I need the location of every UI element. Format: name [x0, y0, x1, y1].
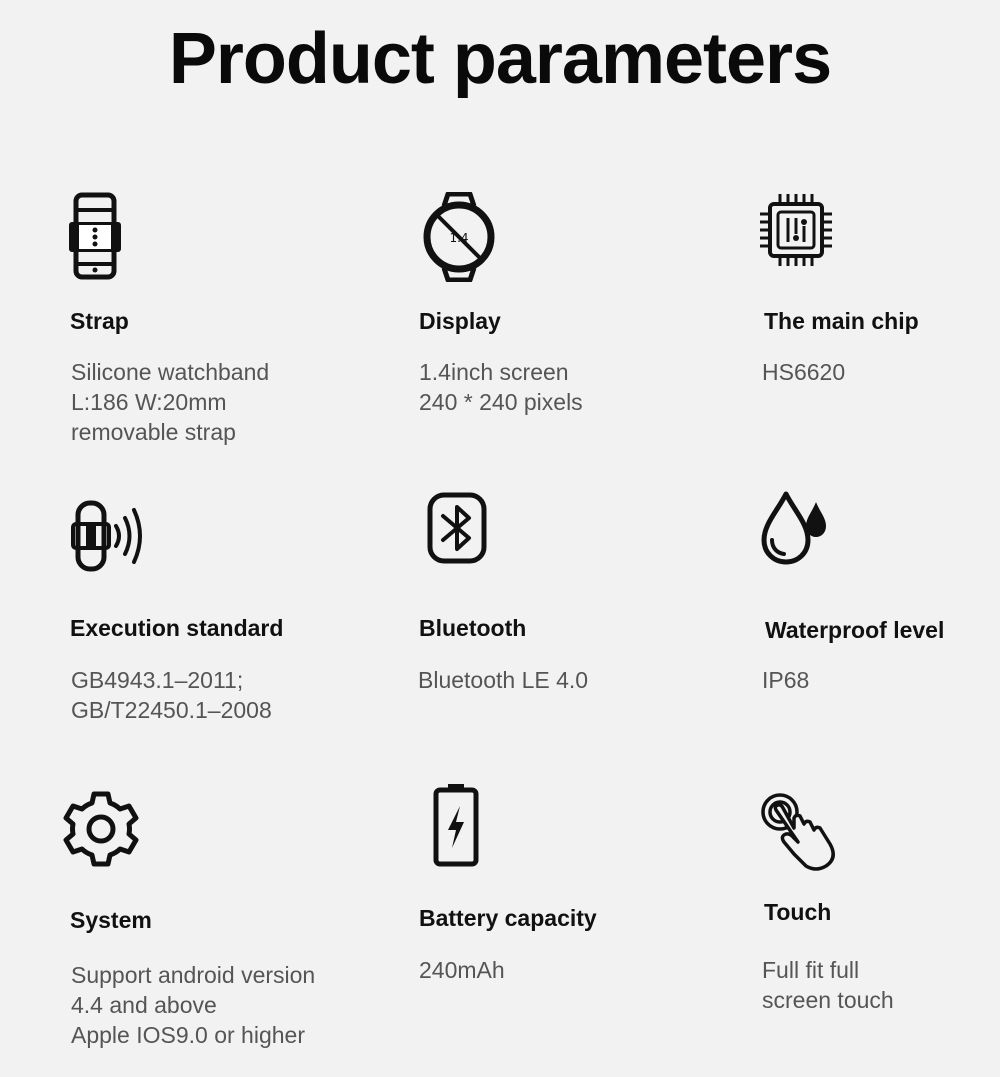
display-size-text: 1.4: [449, 231, 469, 245]
main-chip-desc-line: HS6620: [762, 359, 846, 385]
system-desc-line: Apple IOS9.0 or higher: [71, 1022, 305, 1048]
touch-desc-line: screen touch: [762, 987, 894, 1013]
strap-desc-line: removable strap: [71, 419, 236, 445]
watch-strap-icon: [66, 192, 124, 280]
execution-standard-desc-line: GB/T22450.1–2008: [71, 697, 272, 723]
system-desc-line: 4.4 and above: [71, 992, 217, 1018]
water-drop-icon: [760, 490, 830, 566]
watch-display-icon: [420, 192, 498, 282]
vibration-band-icon: [70, 500, 146, 572]
bluetooth-icon: [427, 492, 487, 564]
display-desc-line: 240 * 240 pixels: [419, 389, 583, 415]
touch-description: [762, 955, 894, 1015]
strap-desc-line: L:186 W:20mm: [71, 389, 227, 415]
touch-label: Touch: [764, 899, 832, 925]
display-desc-line: 1.4inch screen: [419, 359, 569, 385]
page-title: Product parameters: [168, 19, 832, 99]
battery-capacity-desc-line: 240mAh: [419, 957, 505, 983]
system-label: System: [70, 907, 152, 933]
waterproof-level-desc-line: IP68: [762, 667, 810, 693]
battery-capacity-description: [419, 955, 505, 985]
waterproof-level-description: [762, 665, 809, 695]
gear-icon: [62, 790, 140, 868]
strap-desc-line: Silicone watchband: [71, 359, 270, 385]
battery-capacity-label: Battery capacity: [419, 905, 597, 931]
execution-standard-desc-line: GB4943.1–2011;: [71, 667, 244, 693]
strap-label: Strap: [70, 308, 129, 334]
system-desc-line: Support android version: [71, 962, 316, 988]
touch-desc-line: Full fit full: [762, 957, 860, 983]
execution-standard-description: [71, 665, 272, 725]
bluetooth-desc-line: Bluetooth LE 4.0: [418, 667, 589, 693]
waterproof-level-label: Waterproof level: [765, 617, 945, 643]
touch-hand-icon: [760, 792, 844, 872]
display-description: [419, 357, 583, 417]
main-chip-label: The main chip: [764, 308, 919, 334]
execution-standard-label: Execution standard: [70, 615, 284, 641]
battery-icon: [432, 782, 480, 868]
main-chip-description: [762, 357, 845, 387]
bluetooth-label: Bluetooth: [419, 615, 527, 641]
strap-description: [71, 357, 269, 447]
display-label: Display: [419, 308, 501, 334]
system-description: [71, 960, 315, 1050]
bluetooth-description: [418, 665, 588, 695]
chip-icon: [758, 192, 834, 268]
